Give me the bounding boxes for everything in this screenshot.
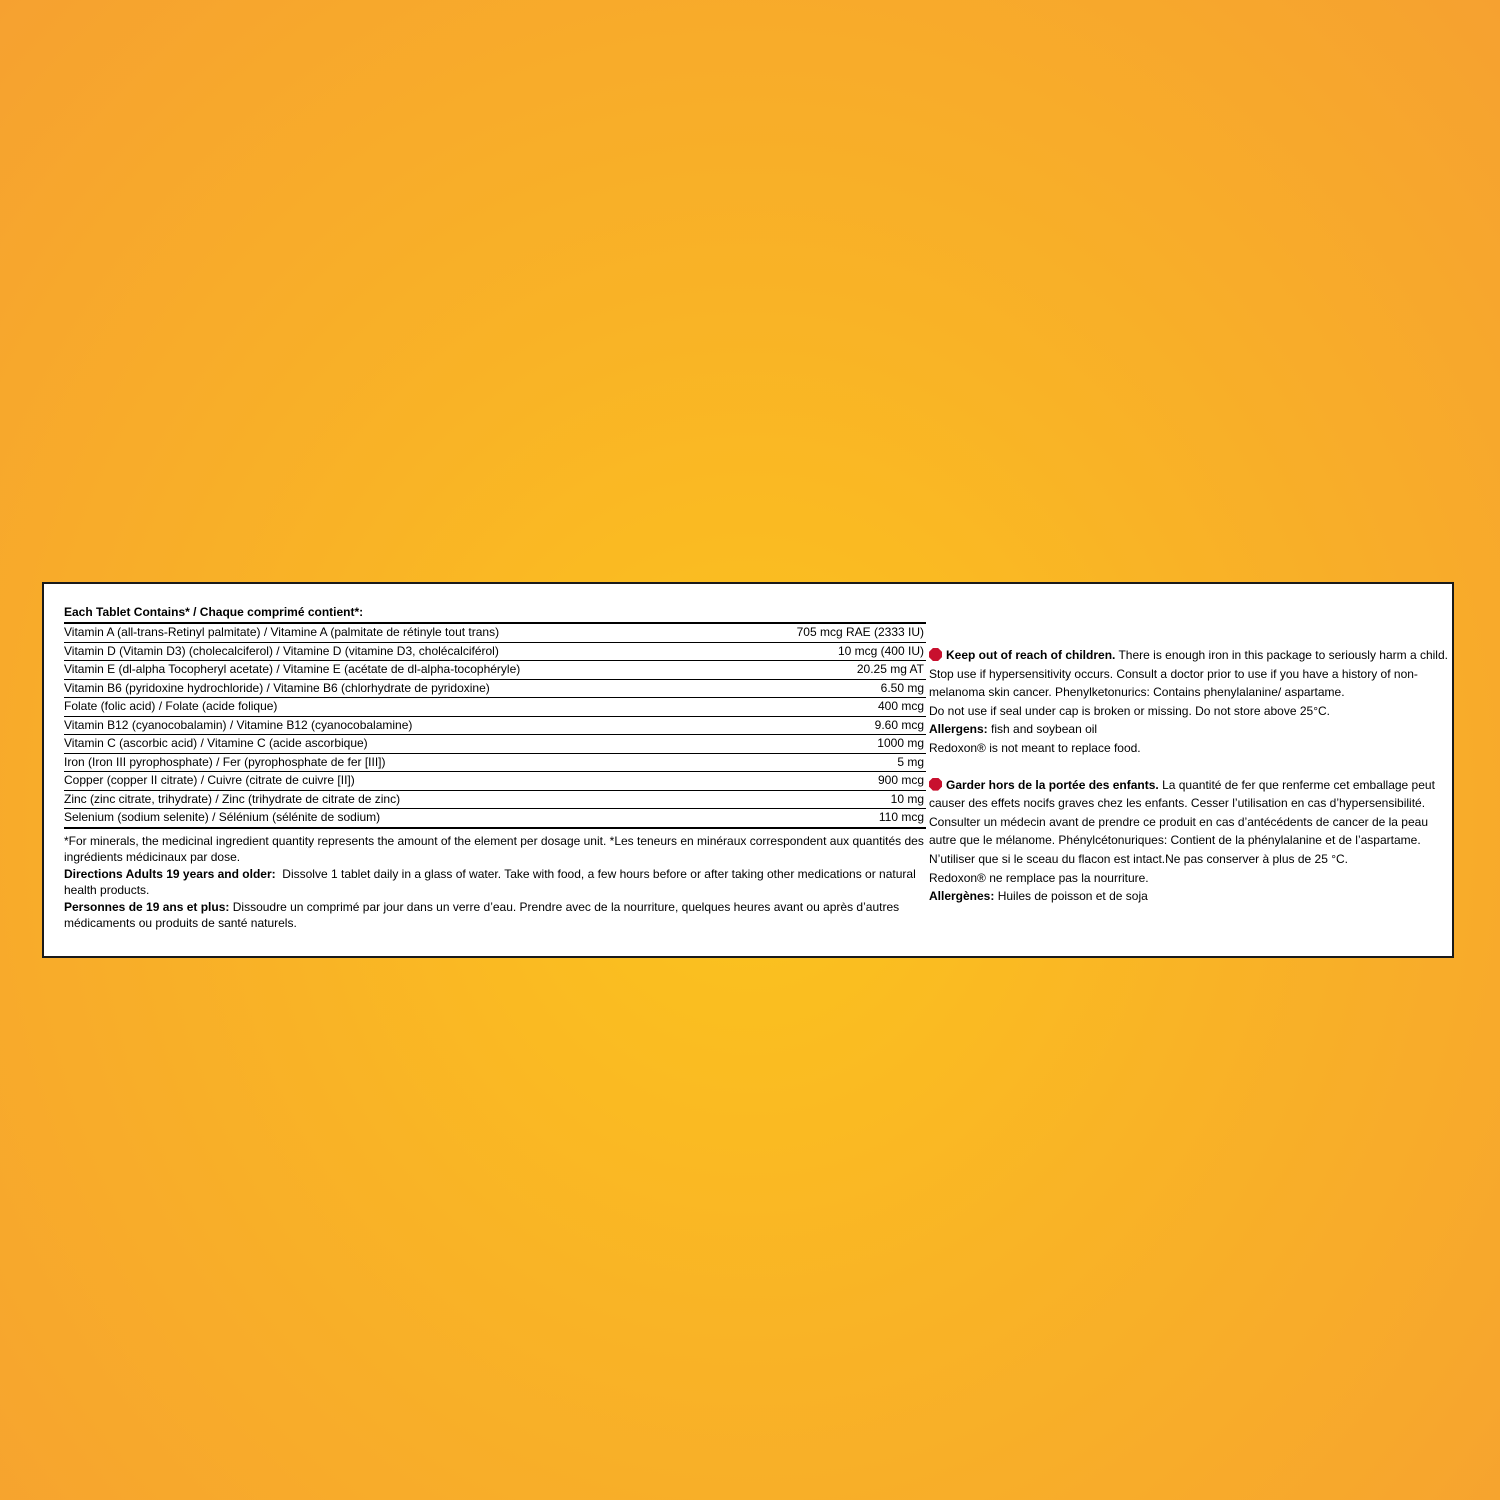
ingredient-name: Vitamin A (all-trans-Retinyl palmitate) / Vitamine A (palmitate de rétinyle tout trans) xyxy=(64,625,500,639)
ingredients-table xyxy=(64,624,926,829)
ingredient-name: Iron (Iron III pyrophosphate) / Fer (pyrophosphate de fer [III]) xyxy=(64,754,386,769)
ingredient-amount: 10 mg xyxy=(890,791,924,806)
table-row xyxy=(64,680,926,699)
seal-en: Do not use if seal under cap is broken or missing. Do not store above 25°C. xyxy=(929,703,1331,718)
ingredient-name: Vitamin B12 (cyanocobalamin) / Vitamine B12 (cyanocobalamine) xyxy=(64,717,413,732)
keep-out-label-fr: Garder hors de la portée des enfants. xyxy=(946,777,1159,792)
ingredient-amount: 900 mcg xyxy=(877,773,924,787)
ingredient-amount: 6.50 mg xyxy=(880,680,924,695)
keep-out-text-en: There is enough iron in this package to seriously harm a child. Stop use if hypersensitivity occurs. Consult a doctor prior to use if you have a history of non-melanoma skin cancer. Phenylketonurics: Contains phenylalanine/ aspartame. xyxy=(929,648,1448,700)
ingredient-name: Vitamin D (Vitamin D3) (cholecalciferol) / Vitamine D (vitamine D3, cholécalciférol) xyxy=(64,643,499,658)
allergens-text-en: fish and soybean oil xyxy=(987,722,1098,737)
warning-en xyxy=(929,646,1449,702)
ingredient-name: Folate (folic acid) / Folate (acide folique) xyxy=(64,699,278,713)
fr-directions-label: Personnes de 19 ans et plus: xyxy=(64,899,230,914)
stop-sign-icon xyxy=(929,778,942,791)
seal-fr: N’utiliser que si le sceau du flacon est intact.Ne pas conserver à plus de 25 °C. xyxy=(929,851,1349,866)
table-row xyxy=(64,735,926,754)
food-en: Redoxon® is not meant to replace food. xyxy=(929,740,1141,755)
ingredient-amount: 400 mcg xyxy=(877,699,924,713)
allergens-label-fr: Allergènes: xyxy=(929,889,995,904)
table-title: Each Tablet Contains* / Chaque comprimé contient*: xyxy=(64,604,926,624)
ingredient-amount: 9.60 mcg xyxy=(874,717,924,732)
warnings-section xyxy=(929,646,1449,906)
allergens-text-fr: Huiles de poisson et de soja xyxy=(994,889,1148,904)
table-row xyxy=(64,717,926,736)
allergens-label-en: Allergens: xyxy=(929,722,988,737)
ingredient-amount: 1000 mg xyxy=(877,736,924,750)
directions xyxy=(64,866,926,899)
ingredient-amount: 10 mcg (400 IU) xyxy=(837,643,924,658)
table-row xyxy=(64,809,926,829)
warning-fr xyxy=(929,776,1449,850)
ingredient-name: Zinc (zinc citrate, trihydrate) / Zinc (trihydrate de citrate de zinc) xyxy=(64,791,401,806)
ingredient-name: Vitamin C (ascorbic acid) / Vitamine C (acide ascorbique) xyxy=(64,736,368,750)
table-row xyxy=(64,791,926,810)
table-row xyxy=(64,624,926,643)
fr-directions-text: Dissoudre un comprimé par jour dans un verre d’eau. Prendre avec de la nourriture, quelques heures avant ou après d’autres médicaments ou produits de santé naturels. xyxy=(64,899,900,930)
ingredient-amount: 705 mcg RAE (2333 IU) xyxy=(796,625,924,639)
stop-sign-icon xyxy=(929,648,942,661)
ingredient-amount: 20.25 mg AT xyxy=(856,662,924,676)
ingredient-name: Vitamin B6 (pyridoxine hydrochloride) / Vitamine B6 (chlorhydrate de pyridoxine) xyxy=(64,680,490,695)
food-fr: Redoxon® ne remplace pas la nourriture. xyxy=(929,870,1149,885)
ingredient-name: Selenium (sodium selenite) / Sélénium (sélénite de sodium) xyxy=(64,810,381,824)
ingredient-amount: 110 mcg xyxy=(878,810,924,824)
allergens-fr xyxy=(929,887,1449,906)
ingredient-name: Copper (copper II citrate) / Cuivre (citrate de cuivre [II]) xyxy=(64,773,355,787)
ingredient-name: Vitamin E (dl-alpha Tocopheryl acetate) / Vitamine E (acétate de dl-alpha-tocophéryle) xyxy=(64,662,521,676)
notes xyxy=(64,833,926,932)
table-row xyxy=(64,754,926,773)
keep-out-text-fr: La quantité de fer que renferme cet emballage peut causer des effets nocifs graves chez les enfants. Cesser l’utilisation en cas d’hypersensibilité. Consulter un médecin avant de prendre ce produit en cas d’antécédents de cancer de la peau autre que le mélanome. Phénylcétonuriques: Contient de la phénylalanine et de l’aspartame. xyxy=(929,777,1435,848)
directions-text: Dissolve 1 tablet daily in a glass of water. Take with food, a few hours before or after taking other medications or natural health products. xyxy=(64,866,920,897)
keep-out-label-en: Keep out of reach of children. xyxy=(946,648,1116,662)
table-row xyxy=(64,772,926,791)
allergens-en xyxy=(929,720,1449,739)
table-row xyxy=(64,643,926,662)
ingredient-amount: 5 mg xyxy=(897,754,924,769)
ingredients-section xyxy=(64,604,926,932)
directions-label: Directions Adults 19 years and older: xyxy=(64,866,276,881)
fr-directions xyxy=(64,899,926,932)
table-row xyxy=(64,661,926,680)
label-panel xyxy=(42,582,1454,958)
table-row xyxy=(64,698,926,717)
footnote: *For minerals, the medicinal ingredient quantity represents the amount of the element per dosage unit. *Les teneurs en minéraux correspondent aux quantités des ingrédients médicinaux par dose. xyxy=(64,833,924,864)
